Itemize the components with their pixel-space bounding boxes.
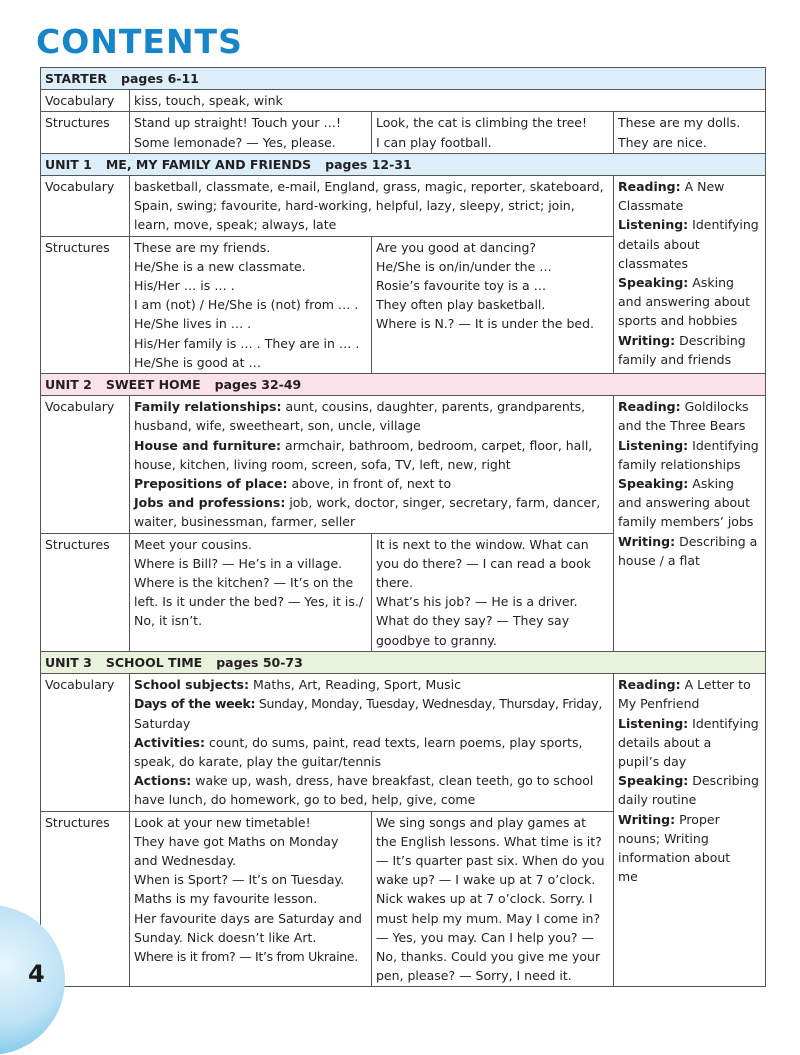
unit3-structures-col2: We sing songs and play games at the English lessons. What time is it? — It’s quarter past six. When do you wake up? — I wake up at 7 o’clock. Nick wakes up at 7 o’clock. Sorry. I must help my mum. May I come in? — Yes, you may. Can I help you? — No, thanks. Could you give me your pen, please? — Sorry, I need it. xyxy=(372,811,614,987)
contents-table xyxy=(40,67,766,987)
unit1-number: UNIT 1 xyxy=(45,156,92,172)
unit2-vocabulary-row xyxy=(41,396,766,533)
unit1-vocabulary: basketball, classmate, e-mail, England, grass, magic, reporter, skateboard, Spain, swing; favourite, hard-working, helpful, lazy, sleepy, strict; join, learn, move, speak; always, late xyxy=(130,176,614,237)
unit1-pages: pages 12-31 xyxy=(325,156,412,172)
unit2-structures-col2: It is next to the window. What can you do there? — I can read a book there. What’s his job? — He is a driver. What do they say? — They say goodbye to granny. xyxy=(372,533,614,651)
starter-title: STARTER xyxy=(45,71,107,86)
unit1-structures-col1: These are my friends. He/She is a new classmate. His/Her … is … . I am (not) / He/She is (not) from … . He/She lives in … . His/Her family is … . They are in … . He/She is good at … xyxy=(130,236,372,373)
starter-header-row xyxy=(41,68,766,90)
unit2-header-row xyxy=(41,374,766,396)
row-label: Vocabulary xyxy=(41,90,130,112)
unit1-name: ME, MY FAMILY AND FRIENDS xyxy=(105,156,312,172)
starter-structures-row xyxy=(41,112,766,153)
unit1-vocabulary-row xyxy=(41,176,766,237)
row-label: Structures xyxy=(41,112,130,153)
unit3-structures-col1: Look at your new timetable! They have got Maths on Monday and Wednesday. When is Sport? — It’s on Tuesday. Maths is my favourite lesson. Her favourite days are Saturday and Sunday. Nick doesn’t like Art. Where is it from? — It’s from Ukraine. xyxy=(130,811,372,987)
page-title: CONTENTS xyxy=(36,22,243,61)
unit1-structures-col2: Are you good at dancing? He/She is on/in/under the … Rosie’s favourite toy is a … They often play basketball. Where is N.? — It is under the bed. xyxy=(372,236,614,373)
unit2-name: SWEET HOME xyxy=(105,377,201,393)
starter-vocabulary: kiss, touch, speak, wink xyxy=(130,90,766,112)
unit2-structures-col1: Meet your cousins. Where is Bill? — He’s in a village. Where is the kitchen? — It’s on the left. Is it under the bed? — Yes, it is./ No, it isn’t. xyxy=(130,533,372,651)
row-label: Vocabulary xyxy=(41,176,130,237)
unit1-header-row xyxy=(41,153,766,175)
unit3-pages: pages 50-73 xyxy=(216,654,303,670)
row-label: Structures xyxy=(41,533,130,651)
unit3-skills: Reading: A Letter to My Penfriend Listening: Identifying details about a pupil’s day Speaking: Describing daily routine Writing: Proper nouns; Writing information about me xyxy=(614,674,766,987)
row-label: Structures xyxy=(41,811,130,987)
starter-structures-col1: Stand up straight! Touch your …! Some lemonade? — Yes, please. xyxy=(130,112,372,153)
starter-pages: pages 6-11 xyxy=(121,71,199,86)
unit3-vocabulary: School subjects: Maths, Art, Reading, Sport, Music Days of the week: Sunday, Monday, Tuesday, Wednesday, Thursday, Friday, Saturday Activities: count, do sums, paint, read texts, learn poems, play sports, speak, do karate, play the guitar/tennis Actions: wake up, wash, dress, have breakfast, clean teeth, go to school have lunch, do homework, go to bed, help, give, come xyxy=(130,674,614,811)
unit2-vocabulary: Family relationships: aunt, cousins, daughter, parents, grandparents, husband, wife, sweetheart, son, uncle, village House and furniture: armchair, bathroom, bedroom, carpet, floor, hall, house, kitchen, living room, screen, sofa, TV, left, new, right Prepositions of place: above, in front of, next to Jobs and professions: job, work, doctor, singer, secretary, farm, dancer, waiter, businessman, farmer, seller xyxy=(130,396,614,533)
starter-structures-col3: These are my dolls. They are nice. xyxy=(614,112,766,153)
starter-vocabulary-row xyxy=(41,90,766,112)
unit1-skills: Reading: A New Classmate Listening: Identifying details about classmates Speaking: Asking and answering about sports and hobbies Writing: Describing family and friends xyxy=(614,176,766,374)
unit3-name: SCHOOL TIME xyxy=(105,654,203,670)
starter-structures-col2: Look, the cat is climbing the tree! I can play football. xyxy=(372,112,614,153)
row-label: Structures xyxy=(41,236,130,373)
page-number: 4 xyxy=(28,960,45,988)
unit2-number: UNIT 2 xyxy=(45,377,92,393)
unit3-vocabulary-row xyxy=(41,674,766,811)
unit2-pages: pages 32-49 xyxy=(214,377,302,393)
row-label: Vocabulary xyxy=(41,674,130,811)
row-label: Vocabulary xyxy=(41,396,130,533)
unit2-skills: Reading: Goldilocks and the Three Bears Listening: Identifying family relationships Speaking: Asking and answering about family members’ jobs Writing: Describing a house / a flat xyxy=(614,396,766,652)
unit3-header-row xyxy=(41,651,766,673)
unit3-number: UNIT 3 xyxy=(45,654,92,670)
